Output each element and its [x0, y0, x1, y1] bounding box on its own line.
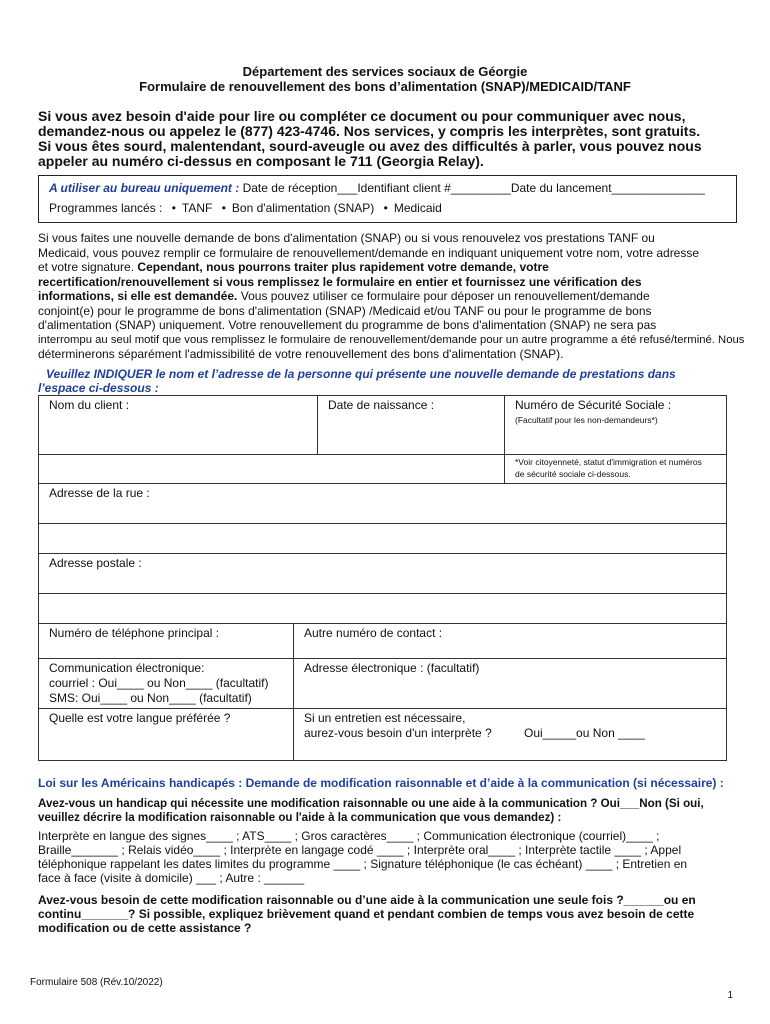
intro-line-2: demandez-nous ou appelez le (877) 423-4746. Nos services, y compris les interprètes, sont gratuits. — [38, 123, 701, 139]
street-address-label: Adresse de la rue : — [49, 486, 150, 500]
interview-label-2: aurez-vous besoin d'un interprète ? — [304, 726, 492, 740]
ada-list-line-4: face à face (visite à domicile) ___ ; Autre : ______ — [38, 871, 305, 885]
page-number: 1 — [727, 990, 733, 1001]
ada-list-line-2: Braille_______ ; Relais vidéo____ ; Interprète en langage codé ____ ; Interprète oral____ ; Interprète tactile ____ ; Appel — [38, 843, 682, 857]
para-line-4-text: recertification/renouvellement si vous remplissez le formulaire en entier et fournissez une vérification des — [38, 274, 642, 289]
para-line-5a: informations, si elle est demandée. — [38, 289, 238, 303]
ada-question-1-line-1: Avez-vous un handicap qui nécessite une modification raisonnable ou une aide à la communication ? Oui___Non (Si oui, — [38, 797, 704, 810]
phone-main-label: Numéro de téléphone principal : — [49, 626, 220, 640]
intro-line-4: appeler au numéro ci-dessus en composant le 711 (Georgia Relay). — [38, 153, 484, 169]
phone-main-field[interactable] — [38, 623, 294, 659]
instruction-line-1: Veuillez INDIQUER le nom et l’adresse de la personne qui présente une nouvelle demande de prestations dans — [46, 367, 676, 381]
programs-label: Programmes lancés : — [49, 201, 163, 215]
ecomm-label-2: courriel : Oui____ ou Non____ (facultatif) — [49, 676, 269, 690]
intro-line-1: Si vous avez besoin d'aide pour lire ou compléter ce document ou pour communiquer avec nous, — [38, 108, 686, 124]
phone-other-label: Autre numéro de contact : — [304, 626, 443, 640]
para-line-3b: Cependant, nous pourrons traiter plus rapidement votre demande, votre — [137, 260, 549, 274]
bullet-icon: • — [383, 201, 388, 215]
language-field[interactable] — [38, 708, 294, 761]
interpreter-field[interactable] — [293, 708, 727, 761]
dob-field[interactable] — [317, 395, 505, 455]
para-line-3a: et votre signature. — [38, 260, 135, 274]
client-name-field[interactable] — [38, 395, 318, 455]
ada-question-1-line-2: veuillez décrire la modification raisonnable ou l'aide à la communication que vous demandez) : — [38, 811, 562, 824]
ada-title: Loi sur les Américains handicapés : Demande de modification raisonnable et d’aide à la communication (si nécessaire) : — [38, 776, 724, 790]
ada-list-line-3: téléphonique rappelant les dates limites du programme ____ ; Signature téléphonique (le cas échéant) ____ ; Entretien en — [38, 857, 688, 871]
blank-cell — [38, 454, 505, 484]
form-title: Formulaire de renouvellement des bons d’alimentation (SNAP)/MEDICAID/TANF — [139, 79, 631, 94]
language-label: Quelle est votre langue préférée ? — [49, 711, 231, 725]
para-line-4 — [38, 275, 738, 290]
ada-question-2-line-2: continu_______? Si possible, expliquez brièvement quand et pendant combien de temps vous avez besoin de cette — [38, 907, 695, 921]
bullet-icon: • — [171, 201, 176, 215]
program-tanf[interactable]: TANF — [181, 201, 213, 215]
office-use-label: A utiliser au bureau uniquement : — [49, 181, 240, 195]
para-line-8: interrompu au seul motif que vous remplissez le formulaire de renouvellement/demande pour un autre programme a été refusé/terminé. Nous — [38, 333, 745, 346]
para-line-6: conjoint(e) pour le programme de bons d'alimentation (SNAP) /Medicaid et/ou TANF ou pour le programme de bons — [38, 303, 652, 318]
client-name-label: Nom du client : — [49, 398, 130, 412]
postal-address-line-2[interactable] — [38, 593, 727, 624]
ssn-note: (Facultatif pour les non-demandeurs*) — [515, 415, 658, 425]
date-reception-field[interactable]: Date de réception___ — [242, 181, 358, 195]
para-line-5b: Vous pouvez utiliser ce formulaire pour déposer un renouvellement/demande — [240, 289, 650, 303]
ssn-label: Numéro de Sécurité Sociale : — [515, 398, 672, 412]
para-line-9: déterminerons séparément l'admissibilité de votre renouvellement des bons d'alimentation (SNAP). — [38, 347, 564, 361]
instruction-line-2: l’espace ci-dessous : — [38, 381, 159, 395]
para-line-3 — [38, 260, 738, 275]
ecomm-field[interactable] — [38, 658, 294, 709]
program-snap[interactable]: Bon d'alimentation (SNAP) — [231, 201, 375, 215]
street-address-field[interactable] — [38, 483, 727, 524]
citizenship-note-cell — [504, 454, 727, 484]
email-field[interactable] — [293, 658, 727, 709]
citizenship-note-2: de sécurité sociale ci-dessous. — [515, 469, 631, 479]
client-id-field[interactable]: Identifiant client #_________ — [357, 181, 511, 195]
department-title: Département des services sociaux de Géorgie — [242, 64, 528, 79]
dob-label: Date de naissance : — [328, 398, 435, 412]
ada-list-line-1: Interprète en langue des signes____ ; ATS____ ; Gros caractères____ ; Communication électronique (courriel)____ ; — [38, 829, 660, 843]
intro-line-3: Si vous êtes sourd, malentendant, sourd-aveugle ou avez des difficultés à parler, vous pouvez nous — [38, 138, 702, 154]
ecomm-label-3: SMS: Oui____ ou Non____ (facultatif) — [49, 691, 252, 705]
citizenship-note-1: *Voir citoyenneté, statut d'immigration et numéros — [515, 457, 702, 467]
ecomm-label-1: Communication électronique: — [49, 661, 205, 675]
postal-address-label: Adresse postale : — [49, 556, 142, 570]
para-line-2: Medicaid, vous pouvez remplir ce formulaire de renouvellement/demande en indiquant uniquement votre nom, votre adresse — [38, 245, 700, 260]
program-medicaid[interactable]: Medicaid — [393, 201, 442, 215]
date-launch-field[interactable]: Date du lancement______________ — [510, 181, 705, 195]
email-label: Adresse électronique : (facultatif) — [304, 661, 480, 675]
ssn-field[interactable] — [504, 395, 727, 455]
street-address-line-2[interactable] — [38, 523, 727, 554]
ada-question-2-line-3: modification ou de cette assistance ? — [38, 921, 252, 935]
para-line-1: Si vous faites une nouvelle demande de bons d'alimentation (SNAP) ou si vous renouvelez vos prestations TANF ou — [38, 231, 655, 245]
bullet-icon: • — [221, 201, 226, 215]
postal-address-field[interactable] — [38, 553, 727, 594]
interview-label-1: Si un entretien est nécessaire, — [304, 711, 466, 725]
form-number: Formulaire 508 (Rév.10/2022) — [30, 977, 163, 988]
para-line-5 — [38, 289, 738, 304]
interpreter-yes-no[interactable]: Oui_____ou Non ____ — [524, 726, 645, 740]
phone-other-field[interactable] — [293, 623, 727, 659]
para-line-7: d'alimentation (SNAP) uniquement. Votre renouvellement du programme de bons d'alimentation (SNAP) ne sera pas — [38, 318, 657, 332]
ada-question-2-line-1: Avez-vous besoin de cette modification raisonnable ou d’une aide à la communication une seule fois ?______ou en — [38, 893, 696, 907]
office-use-box — [38, 175, 737, 223]
